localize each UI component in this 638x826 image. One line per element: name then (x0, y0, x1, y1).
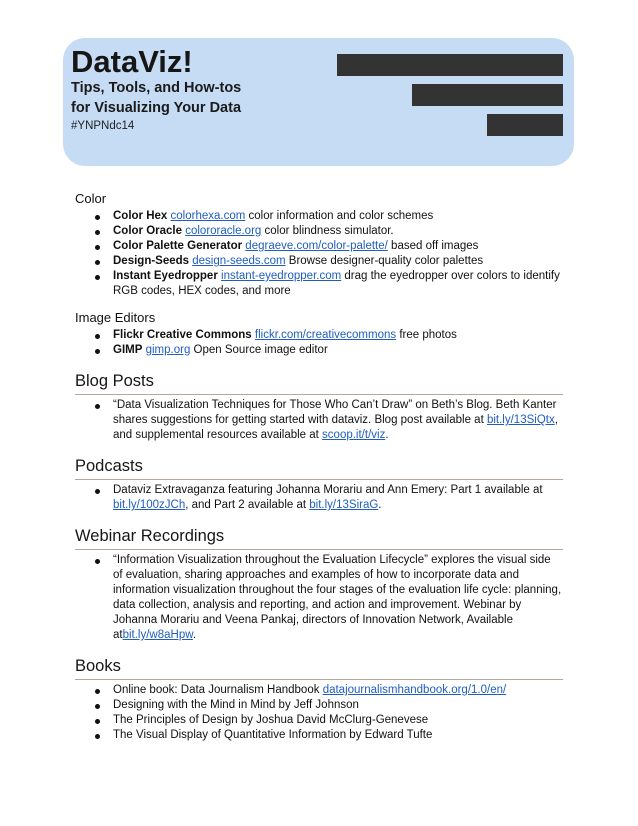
item-text: . (385, 429, 389, 441)
image-editors-list (75, 328, 563, 358)
spacer (75, 362, 563, 370)
tool-link[interactable]: design-seeds.com (192, 255, 286, 267)
list-item (113, 209, 563, 224)
podcasts-list (75, 483, 563, 513)
list-item (113, 343, 563, 358)
books-list (75, 683, 563, 743)
spacer (75, 647, 563, 655)
item-text: , and Part 2 available at (185, 499, 310, 511)
blog-posts-list (75, 398, 563, 443)
item-text: “Data Visualization Techniques for Those Who Can’t Draw” on Beth’s Blog. Beth Kanter shares suggestions for getting started with dataviz. Blog post available at (113, 399, 557, 426)
tool-link[interactable]: instant-eyedropper.com (221, 270, 342, 282)
list-item (113, 683, 563, 698)
webinar-list (75, 553, 563, 643)
header-banner (63, 38, 574, 166)
page-title: DataViz! (71, 44, 193, 79)
list-item (113, 239, 563, 254)
color-heading: Color (75, 191, 107, 206)
item-text: “Information Visualization throughout the Evaluation Lifecycle” explores the visual side of evaluation, sharing approaches and examples of how to incorporate data and information visualization throughout the four stages of the evaluation life cycle: planning, data collection, analysis and reporting, and action and improvement. Webinar by Johanna Morariu and Veena Pankaj, directors of Innovation Network, Available at (113, 554, 562, 641)
handbook-link[interactable]: datajournalismhandbook.org/1.0/en/ (322, 684, 507, 696)
tool-link[interactable]: gimp.org (145, 344, 191, 356)
item-text: , and supplemental resources available at (113, 414, 558, 441)
tool-desc: Browse designer-quality color palettes (285, 255, 484, 267)
list-item (113, 269, 563, 299)
tool-desc: based off images (387, 240, 479, 252)
podcasts-heading: Podcasts (75, 455, 563, 480)
tool-link[interactable]: colorhexa.com (170, 210, 246, 222)
tool-name: Flickr Creative Commons (113, 329, 252, 341)
item-text: Dataviz Extravaganza featuring Johanna Morariu and Ann Emery: Part 1 available at (113, 484, 543, 496)
item-text: . (378, 499, 382, 511)
webinar-link[interactable]: bit.ly/w8aHpw (122, 629, 193, 641)
tool-link[interactable]: degraeve.com/color-palette/ (245, 240, 388, 252)
color-list (75, 209, 563, 299)
podcast-part2-link[interactable]: bit.ly/13SiraG (309, 499, 379, 511)
decorative-bar-medium (412, 84, 563, 106)
content (75, 190, 563, 747)
list-item: Designing with the Mind in Mind by Jeff Johnson (113, 698, 563, 713)
image-editors-heading: Image Editors (75, 310, 156, 325)
list-item (113, 328, 563, 343)
subtitle-line-2: for Visualizing Your Data (71, 100, 242, 116)
tool-name: GIMP (113, 344, 143, 356)
spacer (75, 517, 563, 525)
list-item (113, 553, 563, 643)
item-text: . (192, 629, 197, 641)
list-item (113, 254, 563, 269)
books-heading: Books (75, 655, 563, 680)
tool-name: Color Oracle (113, 225, 183, 237)
list-item: The Principles of Design by Joshua David McClurg-Genevese (113, 713, 563, 728)
blog-posts-heading: Blog Posts (75, 370, 563, 395)
podcast-part1-link[interactable]: bit.ly/100zJCh (113, 499, 186, 511)
webinar-heading: Webinar Recordings (75, 525, 563, 550)
resources-link[interactable]: scoop.it/t/viz (322, 429, 386, 441)
tool-desc: color blindness simulator. (261, 225, 394, 237)
tool-link[interactable]: flickr.com/creativecommons (254, 329, 397, 341)
list-item (113, 483, 563, 513)
spacer (75, 447, 563, 455)
decorative-bar-short (487, 114, 563, 136)
tool-name: Color Hex (113, 210, 168, 222)
subtitle-line-1: Tips, Tools, and How-tos (71, 80, 242, 96)
tool-name: Design-Seeds (113, 255, 190, 267)
tool-desc: free photos (396, 329, 457, 341)
blog-link[interactable]: bit.ly/13SiQtx (486, 414, 555, 426)
tool-link[interactable]: colororacle.org (185, 225, 262, 237)
tool-name: Color Palette Generator (113, 240, 243, 252)
list-item: The Visual Display of Quantitative Information by Edward Tufte (113, 728, 563, 743)
tool-desc: color information and color schemes (245, 210, 434, 222)
hashtag: #YNPNdc14 (71, 120, 135, 132)
list-item (113, 224, 563, 239)
tool-desc: Open Source image editor (190, 344, 328, 356)
list-item (113, 398, 563, 443)
decorative-bar-long (337, 54, 563, 76)
item-text: Online book: Data Journalism Handbook (113, 684, 323, 696)
tool-desc: drag the eyedropper over colors to identify RGB codes, HEX codes, and more (113, 270, 560, 297)
tool-name: Instant Eyedropper (113, 270, 218, 282)
